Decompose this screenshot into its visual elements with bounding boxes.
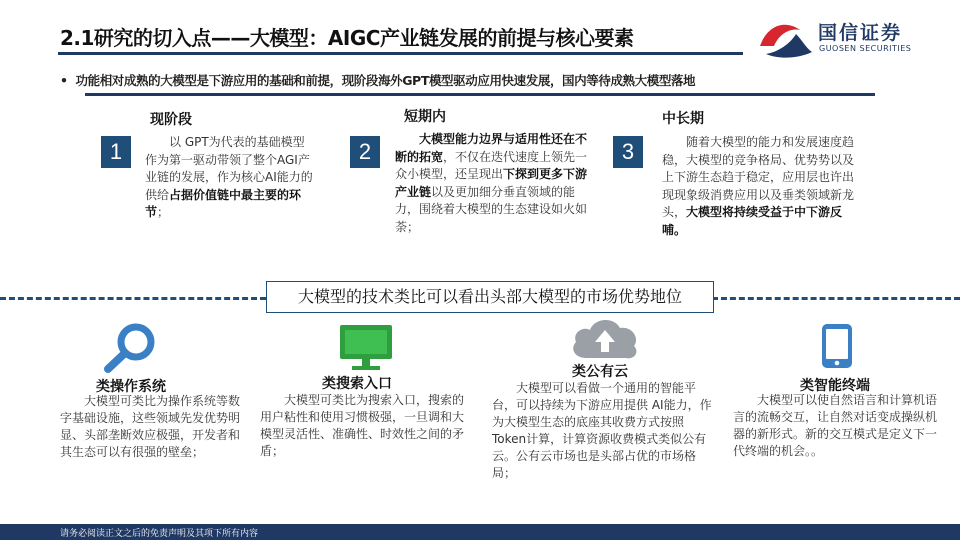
title-underline (58, 52, 743, 55)
company-logo (756, 14, 946, 64)
monitor-icon (336, 323, 396, 373)
stage-text-3: 随着大模型的能力和发展速度趋稳，大模型的竞争格局、优势势以及上下游生态趋于稳定，应用层也许出现现象级消费应用以及垂类领域新龙头，大模型将持续受益于中下游反哺。 (662, 135, 855, 237)
category-text-2: 大模型可类比为搜索入口，搜索的用户粘性和使用习惯极强，一旦调和大模型灵活性、准确性、时效性之间的矛盾； (260, 393, 465, 458)
logo-name-cn: 国信证券 (818, 22, 903, 44)
category-heading-3: 类公有云 (572, 364, 628, 380)
stage-number-2: 2 (350, 136, 380, 168)
stage-text-2: 大模型能力边界与适用性还在不断的拓宽，不仅在迭代速度上领先一众小模型，还呈现出下探到更多下游产业链以及更加细分垂直领域的能力，围绕着大模型的生态建设如火如荼； (395, 132, 588, 234)
page-title: 2.1研究的切入点——大模型：AIGC产业链发展的前提与核心要素 (60, 26, 634, 50)
magnifier-icon (98, 322, 160, 376)
category-heading-1: 类操作系统 (96, 379, 166, 395)
stage-heading-2: 短期内 (404, 109, 446, 125)
cloud-upload-icon (568, 314, 642, 362)
category-text-3: 大模型可以看做一个通用的智能平台，可以持续为下游应用提供 AI能力，作为大模型生态的底座其收费方式按照Token计算，计算资源收费模式类似公有云。公有云市场也是头部占优的市场格局； (492, 381, 712, 480)
timeline-rule (85, 93, 875, 96)
category-text-1: 大模型可类比为操作系统等数字基础设施，这些领域先发优势明显、头部垄断效应极强，开发者和其生态可以有很强的壁垒； (60, 394, 241, 459)
category-text-4: 大模型可以使自然语言和计算机语言的流畅交互，让自然对话变成操纵机器的新形式。新的交互模式是定义下一代终端的机会。。 (733, 393, 938, 458)
footer-disclaimer: 请务必阅读正文之后的免责声明及其项下所有内容 (60, 529, 259, 539)
bullet-dot-icon: • (60, 73, 76, 88)
stage-heading-1: 现阶段 (150, 112, 192, 128)
dashed-divider-right (712, 297, 960, 300)
summary-bullet (60, 71, 695, 89)
category-heading-4: 类智能终端 (800, 378, 870, 394)
category-heading-2: 类搜索入口 (322, 376, 392, 392)
stage-text-1: 以 GPT为代表的基础模型作为第一驱动带领了整个AGI产业链的发展，作为核心AI能力的供给占据价值链中最主要的环节； (145, 135, 313, 219)
logo-name-en: GUOSEN SECURITIES (819, 44, 912, 53)
logo-mark-icon (756, 16, 816, 60)
stage-number-1: 1 (101, 136, 131, 168)
stage-heading-3: 中长期 (662, 111, 704, 127)
smartphone-icon (820, 323, 854, 369)
dashed-divider-left (0, 297, 266, 300)
middle-banner: 大模型的技术类比可以看出头部大模型的市场优势地位 (266, 281, 714, 313)
stage-number-3: 3 (613, 136, 643, 168)
summary-text: 功能相对成熟的大模型是下游应用的基础和前提，现阶段海外GPT模型驱动应用快速发展，国内等待成熟大模型落地 (75, 73, 696, 88)
